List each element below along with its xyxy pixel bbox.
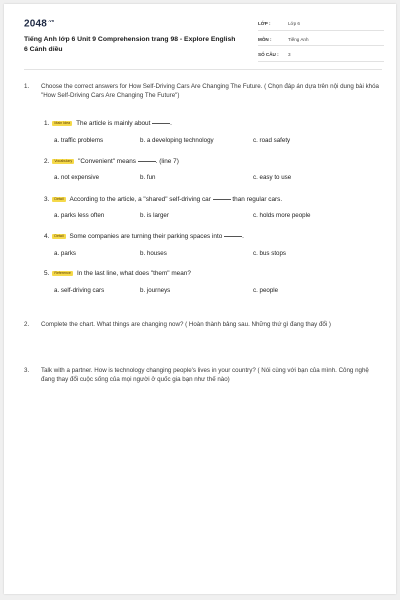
logo-text: 2048 xyxy=(24,18,48,30)
tag-badge: Detail xyxy=(54,197,64,201)
sub-question-number: 1. xyxy=(44,120,50,127)
answer-blank[interactable] xyxy=(213,199,231,200)
tag-badge: Main Idea xyxy=(54,121,71,125)
sub-question-4 xyxy=(44,233,384,241)
question-text: Complete the chart. What things are changing now? ( Hoàn thành bảng sau. Những thứ gì đang thay đổi ) xyxy=(41,321,331,328)
meta-row-subject xyxy=(258,34,384,47)
sub-question-3 xyxy=(44,196,384,204)
meta-value: 3 xyxy=(288,52,291,58)
option-c[interactable]: c. holds more people xyxy=(253,212,311,219)
option-a[interactable]: a. self-driving cars xyxy=(54,287,105,294)
question-number: 2. xyxy=(24,321,30,328)
document-title: Tiếng Anh lớp 6 Unit 9 Comprehension trang 98 - Explore English 6 Cánh diều xyxy=(24,36,236,53)
meta-row-class xyxy=(258,18,384,31)
question-2 xyxy=(24,320,380,329)
sub-question-text: According to the article, a "shared" self-driving car xyxy=(69,196,211,203)
sub-question-text-end: than regular cars. xyxy=(232,196,283,203)
sub-question-number: 2. xyxy=(44,158,50,165)
option-b[interactable]: b. fun xyxy=(140,174,156,181)
meta-key: LỚP : xyxy=(258,21,271,27)
meta-key: SỐ CÂU : xyxy=(258,52,279,58)
option-b[interactable]: b. houses xyxy=(140,250,167,257)
sub-question-number: 5. xyxy=(44,270,50,277)
question-text: Talk with a partner. How is technology changing people's lives in your country? ( Nói cùng với bạn của mình. Công nghệ đang thay đổi cuộc sống của mọi người ở quốc gia bạn như thế nào) xyxy=(41,367,369,384)
sub-question-2 xyxy=(44,158,384,166)
meta-row-count xyxy=(258,49,384,62)
sub-question-text-end: . xyxy=(170,120,172,127)
option-b[interactable]: b. journeys xyxy=(140,287,171,294)
sub-question-text: The article is mainly about xyxy=(76,120,151,127)
meta-value: Lớp 6 xyxy=(288,21,300,27)
sub-question-1 xyxy=(44,120,384,128)
option-b[interactable]: b. is larger xyxy=(140,212,169,219)
option-a[interactable]: a. not expensive xyxy=(54,174,100,181)
option-a[interactable]: a. parks xyxy=(54,250,77,257)
question-1 xyxy=(24,82,380,101)
logo-suffix: .vn xyxy=(48,18,55,23)
header-divider xyxy=(24,69,382,70)
site-logo[interactable] xyxy=(24,18,54,29)
question-text: Choose the correct answers for How Self-Driving Cars Are Changing The Future. ( Chọn đáp án dựa trên nội dung bài khóa "How Self-Driving Cars Are Changing The Future") xyxy=(41,83,379,100)
option-c[interactable]: c. easy to use xyxy=(253,174,292,181)
answer-blank[interactable] xyxy=(138,161,156,162)
sub-question-text-end: . xyxy=(242,233,244,240)
sub-question-text: "Convenient" means xyxy=(78,158,136,165)
meta-value: Tiếng Anh xyxy=(288,36,309,42)
option-c[interactable]: c. bus stops xyxy=(253,250,287,257)
question-number: 1. xyxy=(24,83,30,90)
sub-question-text-end: . (line 7) xyxy=(155,158,179,165)
sub-question-text: In the last line, what does "them" mean? xyxy=(76,270,191,277)
sub-question-text: Some companies are turning their parking spaces into xyxy=(69,233,223,240)
question-number: 3. xyxy=(24,367,30,374)
option-c[interactable]: c. road safety xyxy=(253,137,291,144)
tag-badge: Vocabulary xyxy=(54,159,73,163)
option-a[interactable]: a. traffic problems xyxy=(54,137,104,144)
option-b[interactable]: b. a developing technology xyxy=(140,137,214,144)
answer-blank[interactable] xyxy=(224,236,242,237)
option-c[interactable]: c. people xyxy=(253,287,279,294)
sub-question-5 xyxy=(44,270,384,278)
worksheet-page xyxy=(4,4,396,594)
answer-blank[interactable] xyxy=(152,123,170,124)
sub-question-number: 3. xyxy=(44,196,50,203)
sub-question-number: 4. xyxy=(44,233,50,240)
tag-badge: Detail xyxy=(54,234,64,238)
meta-key: MÔN : xyxy=(258,36,272,42)
meta-panel xyxy=(258,18,384,65)
option-a[interactable]: a. parks less often xyxy=(54,212,105,219)
question-3 xyxy=(24,366,380,385)
tag-badge: Reference xyxy=(54,271,71,275)
